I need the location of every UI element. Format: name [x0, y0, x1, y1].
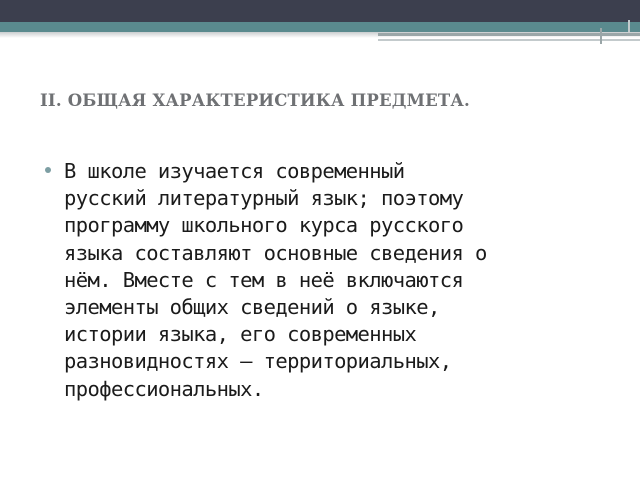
bullet-line: нём. Вместе с тем в неё включаются — [64, 267, 464, 292]
bullet-line: элементы общих сведений о языке, — [64, 295, 440, 320]
bullet-line: В школе изучается современный — [64, 159, 405, 183]
bullet-line: русский литературный язык; поэтому — [64, 186, 464, 211]
bullet-line: разновидностях — территориальных, — [64, 349, 452, 374]
header-banner — [0, 0, 640, 22]
bullet-dot-icon — [45, 167, 51, 173]
header-accent-stripe — [0, 22, 640, 32]
bullet-line: программу школьного курса русского — [64, 213, 464, 238]
bullet-list — [44, 158, 614, 403]
bullet-line: языка составляют основные сведения о — [64, 240, 487, 265]
bullet-item — [44, 158, 614, 403]
slide-title: II. ОБЩАЯ ХАРАКТЕРИСТИКА ПРЕДМЕТА. — [40, 91, 470, 110]
bullet-line: профессиональных. — [64, 376, 264, 401]
decorative-line — [628, 20, 640, 32]
bullet-line: истории языка, его современных — [64, 322, 417, 347]
